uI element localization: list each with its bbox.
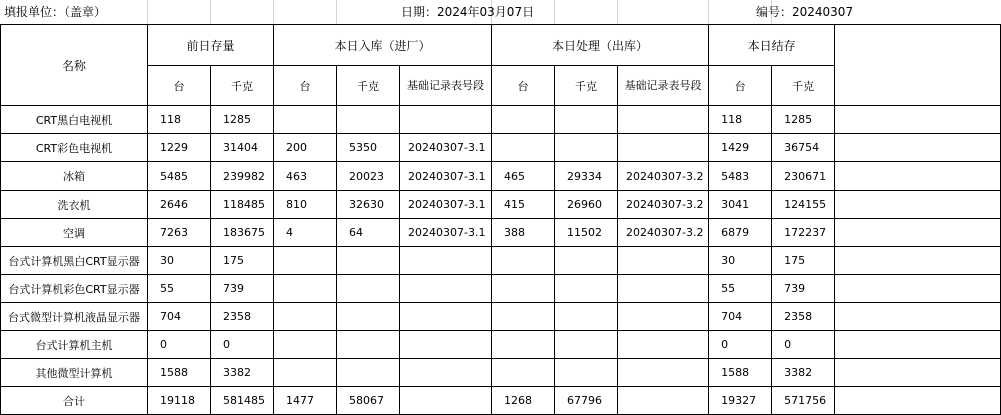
cell-bal-kg: 172237 xyxy=(772,219,835,247)
overflow-cell xyxy=(835,359,1001,387)
reporting-unit-label: 填报单位：（盖章） xyxy=(4,5,107,19)
cell-bal-kg: 739 xyxy=(772,275,835,303)
cell-in-tai xyxy=(274,331,337,359)
cell-in-rec xyxy=(400,331,492,359)
cell-in-kg xyxy=(337,106,400,134)
serial-number-label: 编号：20240307 xyxy=(756,5,854,19)
cell-out-rec xyxy=(618,303,709,331)
table-row xyxy=(1,331,1001,359)
cell-in-tai xyxy=(274,106,337,134)
cell-out-rec xyxy=(618,106,709,134)
cell-in-rec: 20240307-3.1 xyxy=(400,162,492,191)
unit-header-tai: 台 xyxy=(709,66,772,106)
prev-stock-header: 前日存量 xyxy=(148,25,274,66)
cell-prev-kg: 118485 xyxy=(211,191,274,219)
table-row xyxy=(1,191,1001,219)
balance-header: 本日结存 xyxy=(709,25,835,66)
cell-out-rec xyxy=(618,134,709,162)
cell-out-kg xyxy=(555,275,618,303)
cell-in-tai: 810 xyxy=(274,191,337,219)
cell-in-tai xyxy=(274,247,337,275)
table-row xyxy=(1,106,1001,134)
cell-name: 空调 xyxy=(1,219,148,247)
grid-line xyxy=(554,0,555,24)
cell-in-kg: 64 xyxy=(337,219,400,247)
cell-bal-kg: 230671 xyxy=(772,162,835,191)
unit-header-kg: 千克 xyxy=(211,66,274,106)
cell-prev-kg: 183675 xyxy=(211,219,274,247)
cell-out-kg xyxy=(555,106,618,134)
cell-out-tai xyxy=(492,359,555,387)
cell-in-kg xyxy=(337,359,400,387)
cell-out-rec: 20240307-3.2 xyxy=(618,162,709,191)
cell-in-rec xyxy=(400,303,492,331)
table-row xyxy=(1,162,1001,191)
cell-out-tai: 465 xyxy=(492,162,555,191)
cell-in-rec: 20240307-3.1 xyxy=(400,219,492,247)
cell-out-kg: 67796 xyxy=(555,387,618,415)
cell-out-kg xyxy=(555,134,618,162)
cell-in-tai: 1477 xyxy=(274,387,337,415)
overflow-cell xyxy=(835,247,1001,275)
record-range-header: 基础记录表号段 xyxy=(618,66,709,106)
cell-bal-kg: 2358 xyxy=(772,303,835,331)
cell-bal-tai: 55 xyxy=(709,275,772,303)
cell-in-rec xyxy=(400,359,492,387)
cell-prev-tai: 30 xyxy=(148,247,211,275)
cell-in-rec xyxy=(400,275,492,303)
cell-out-kg xyxy=(555,359,618,387)
overflow-cell xyxy=(835,134,1001,162)
cell-bal-tai: 1588 xyxy=(709,359,772,387)
cell-out-rec xyxy=(618,331,709,359)
cell-bal-tai: 6879 xyxy=(709,219,772,247)
cell-out-kg xyxy=(555,331,618,359)
cell-bal-tai: 704 xyxy=(709,303,772,331)
record-range-header: 基础记录表号段 xyxy=(400,66,492,106)
grid-line xyxy=(617,0,618,24)
cell-in-rec: 20240307-3.1 xyxy=(400,134,492,162)
cell-bal-kg: 124155 xyxy=(772,191,835,219)
cell-name: 冰箱 xyxy=(1,162,148,191)
table-row xyxy=(1,247,1001,275)
cell-in-tai xyxy=(274,303,337,331)
cell-out-kg xyxy=(555,247,618,275)
cell-in-tai: 463 xyxy=(274,162,337,191)
cell-name: 台式计算机主机 xyxy=(1,331,148,359)
cell-bal-tai: 118 xyxy=(709,106,772,134)
cell-bal-tai: 0 xyxy=(709,331,772,359)
cell-out-tai xyxy=(492,106,555,134)
cell-out-rec: 20240307-3.2 xyxy=(618,219,709,247)
date-label: 日期：2024年03月07日 xyxy=(401,5,535,19)
cell-out-tai xyxy=(492,303,555,331)
cell-prev-tai: 0 xyxy=(148,331,211,359)
header-row xyxy=(0,0,854,25)
cell-name: 台式微型计算机液晶显示器 xyxy=(1,303,148,331)
unit-header-tai: 台 xyxy=(274,66,337,106)
overflow-cell xyxy=(835,275,1001,303)
cell-in-rec xyxy=(400,247,492,275)
cell-in-kg: 20023 xyxy=(337,162,400,191)
cell-out-rec: 20240307-3.2 xyxy=(618,191,709,219)
cell-in-rec xyxy=(400,106,492,134)
cell-prev-tai: 1588 xyxy=(148,359,211,387)
cell-out-tai xyxy=(492,134,555,162)
cell-name: 台式计算机黑白CRT显示器 xyxy=(1,247,148,275)
cell-out-tai: 415 xyxy=(492,191,555,219)
overflow-cell xyxy=(835,191,1001,219)
cell-name: 合计 xyxy=(1,387,148,415)
cell-name: 洗衣机 xyxy=(1,191,148,219)
cell-bal-kg: 175 xyxy=(772,247,835,275)
grid-line xyxy=(336,0,337,24)
cell-prev-kg: 175 xyxy=(211,247,274,275)
cell-prev-kg: 239982 xyxy=(211,162,274,191)
cell-bal-tai: 1429 xyxy=(709,134,772,162)
cell-prev-tai: 118 xyxy=(148,106,211,134)
cell-out-tai xyxy=(492,331,555,359)
outbound-header: 本日处理（出库） xyxy=(492,25,709,66)
unit-header-kg: 千克 xyxy=(555,66,618,106)
cell-bal-tai: 30 xyxy=(709,247,772,275)
unit-header-kg: 千克 xyxy=(337,66,400,106)
unit-header-tai: 台 xyxy=(148,66,211,106)
cell-bal-kg: 0 xyxy=(772,331,835,359)
cell-in-rec: 20240307-3.1 xyxy=(400,191,492,219)
cell-in-rec xyxy=(400,387,492,415)
cell-out-tai: 388 xyxy=(492,219,555,247)
table-row xyxy=(1,359,1001,387)
cell-in-kg xyxy=(337,331,400,359)
cell-prev-tai: 704 xyxy=(148,303,211,331)
cell-in-kg xyxy=(337,303,400,331)
grid-line xyxy=(147,0,148,24)
cell-in-tai: 200 xyxy=(274,134,337,162)
cell-prev-kg: 581485 xyxy=(211,387,274,415)
cell-out-tai: 1268 xyxy=(492,387,555,415)
cell-bal-kg: 3382 xyxy=(772,359,835,387)
cell-out-rec xyxy=(618,275,709,303)
inventory-table xyxy=(0,24,1001,415)
cell-prev-kg: 3382 xyxy=(211,359,274,387)
cell-bal-tai: 19327 xyxy=(709,387,772,415)
cell-prev-kg: 739 xyxy=(211,275,274,303)
cell-out-kg: 29334 xyxy=(555,162,618,191)
cell-out-tai xyxy=(492,247,555,275)
cell-name: CRT黑白电视机 xyxy=(1,106,148,134)
group-header-row xyxy=(1,25,1001,66)
unit-header-kg: 千克 xyxy=(772,66,835,106)
cell-in-kg xyxy=(337,247,400,275)
overflow-cell xyxy=(835,387,1001,415)
cell-prev-tai: 7263 xyxy=(148,219,211,247)
cell-prev-tai: 19118 xyxy=(148,387,211,415)
cell-out-rec xyxy=(618,359,709,387)
cell-name: 台式计算机彩色CRT显示器 xyxy=(1,275,148,303)
inbound-header: 本日入库（进厂） xyxy=(274,25,492,66)
overflow-cell xyxy=(835,162,1001,191)
cell-in-tai xyxy=(274,359,337,387)
cell-prev-tai: 2646 xyxy=(148,191,211,219)
cell-prev-kg: 31404 xyxy=(211,134,274,162)
cell-in-kg xyxy=(337,275,400,303)
overflow-cell xyxy=(835,303,1001,331)
cell-out-tai xyxy=(492,275,555,303)
cell-in-tai xyxy=(274,275,337,303)
cell-bal-tai: 3041 xyxy=(709,191,772,219)
table-row xyxy=(1,134,1001,162)
cell-bal-kg: 36754 xyxy=(772,134,835,162)
overflow-cell xyxy=(835,106,1001,134)
cell-prev-tai: 1229 xyxy=(148,134,211,162)
cell-out-rec xyxy=(618,387,709,415)
cell-in-kg: 58067 xyxy=(337,387,400,415)
cell-out-kg: 26960 xyxy=(555,191,618,219)
grid-line xyxy=(708,0,709,24)
cell-bal-tai: 5483 xyxy=(709,162,772,191)
cell-out-kg: 11502 xyxy=(555,219,618,247)
table-row xyxy=(1,219,1001,247)
cell-out-kg xyxy=(555,303,618,331)
grid-line xyxy=(210,0,211,24)
cell-in-kg: 5350 xyxy=(337,134,400,162)
cell-name: CRT彩色电视机 xyxy=(1,134,148,162)
overflow-cell xyxy=(835,25,1001,106)
overflow-cell xyxy=(835,219,1001,247)
unit-header-tai: 台 xyxy=(492,66,555,106)
cell-bal-kg: 1285 xyxy=(772,106,835,134)
cell-name: 其他微型计算机 xyxy=(1,359,148,387)
cell-prev-kg: 0 xyxy=(211,331,274,359)
table-row xyxy=(1,275,1001,303)
cell-prev-kg: 2358 xyxy=(211,303,274,331)
table-row xyxy=(1,303,1001,331)
cell-out-rec xyxy=(618,247,709,275)
cell-in-kg: 32630 xyxy=(337,191,400,219)
cell-prev-kg: 1285 xyxy=(211,106,274,134)
name-column-header: 名称 xyxy=(1,25,148,106)
cell-bal-kg: 571756 xyxy=(772,387,835,415)
cell-in-tai: 4 xyxy=(274,219,337,247)
overflow-cell xyxy=(835,331,1001,359)
cell-prev-tai: 55 xyxy=(148,275,211,303)
grid-line xyxy=(273,0,274,24)
table-row xyxy=(1,387,1001,415)
cell-prev-tai: 5485 xyxy=(148,162,211,191)
